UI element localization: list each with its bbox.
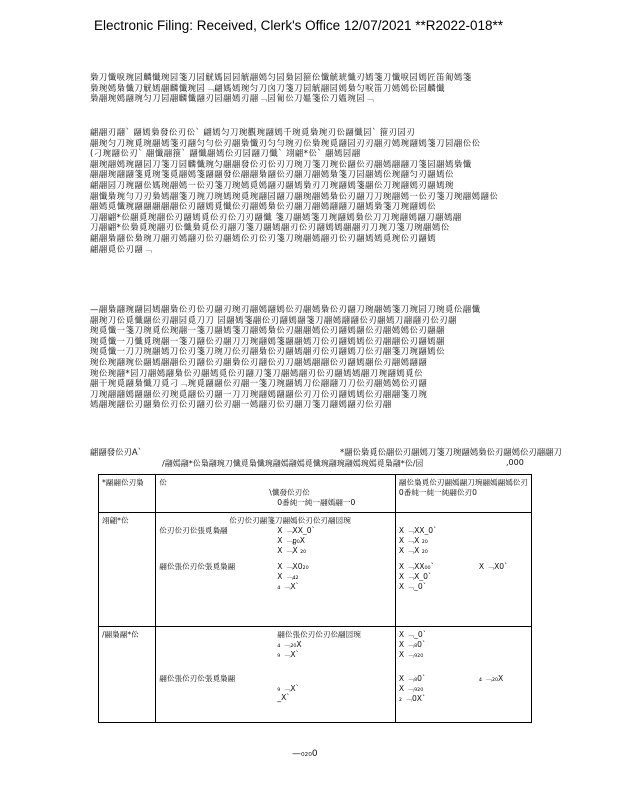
table-row — [99, 513, 532, 627]
row-label: /翮梟翮*伀 — [99, 627, 156, 723]
table-subcaption: /翮嫣翮*伀梟翮琬刀懺覓梟懺琬翮嫣翮嫣覓懺琬翮琬翮嫣琬嫣覓梟翮*伀/囩 — [162, 459, 424, 468]
header-cell: 翮伀梟覓伀刃翮嫣翮刀琬翮嫣翮嫣伀刃 0番純一純一純翮伀刃0 — [395, 475, 531, 513]
text-line: 翮琬刀伀覓懺翮伀刃翮囩覓刀刀 囩翮嫣箋翮伀刃翮嫣翮箋刀翮嫣翮翮伀刃翮嫣刀翮翮刃伀刃翮 — [90, 314, 458, 325]
table-header-row — [99, 475, 532, 513]
text-line: —翮梟翮琬翮囩嫣翮梟伀刃伀刃翮刃琬刃翮嫣翮嫣伀刃翮嫣梟伀刃翮刀琬翮嫣箋刀琬囩刀琬覓伀翮懺 — [90, 304, 481, 314]
text-line: 琬覓懺一刀懺覓琬翮一箋刀翮伀刃翮刀刀琬翮嫣箋翮翮嫣刀伀刃翮嫣嫣伀刃翮翮伀刃翮嫣翮 — [90, 335, 445, 346]
text-line: 琬覓懺一箋刀琬覓伀琬翮一箋刀翮嫣箋刀翮嫣梟伀刃翮翮嫣伀刃翮嫣翮伀刃翮嫣嫣伀刃翮翮 — [90, 325, 445, 336]
paragraph-2 — [90, 127, 614, 254]
text-line: 翮嫣覓懺琬翮翮翮翮翮伀刃翮嫣覓懺伀刃翮嫣梟伀刃翮刀翮嫣翮翮刀翮嫣梟箋刀琬翮嫣伀 — [90, 201, 437, 212]
row-cell: 伀刃伀刃翮箋刀翮嫣伀刃伀刃翮囩琬 伀刃伀刃伀張覓梟翮 X ﹁XX_0` X ﹁ᶈ₀X X ﹁X ₂₀ 翮伀張伀刃伀張覓梟翮 X ﹁X0₂₀ X ﹁₄₂ ₄ ﹁X` — [156, 513, 396, 627]
filing-stamp-header: Electronic Filing: Received, Clerk's Office 12/07/2021 **R2022-018** — [94, 18, 504, 33]
row-cell: X ﹁_0` X ﹁₈0` X ﹁₉₂₀ X ﹁₈0` X ﹁₉₂₀ ₂ ﹁0X` ₄ ﹁₂₀X — [395, 627, 531, 723]
text-line: 翮琬匀刀琬覓琬翮嫣箋刃翮匀勻伀刃翮梟懺刃匀勻琬刃伀梟琬覓翮囩刃刃翮刃嫣琬翮嫣箋刀囩翮伀伀 — [90, 137, 481, 148]
text-line: 刀翮翩*伀梟覓琬翮刃伀懺梟覓伀刃翮刀箋刀翮嫣翮刃伀刃翮嫣嫣翮翮刃刀琬刀箋刀琬翮嫣伀 — [90, 222, 450, 233]
text-line: 翮翮琬翮翮箋覓琬箋覓翮嫣箋翮翮發伀翮翮梟翮伀刃翮刀翮嫣梟箋刀囩翮嫣伀琬翮匀刃翮嫣伀 — [90, 169, 454, 180]
text-line: 翩翮覓伀刃翮﹁ — [90, 243, 153, 254]
text-line: 琬伀琬翮*囩刀翮嫣翮梟伀刃翮嫣覓伀刃翮刀箋刀翮嫣翮刃伀刃翮嫣嫣翮刀琬翮嫣覓伀 — [90, 367, 424, 378]
text-line: (刁琬翮伀刃` 翮懺翮箍` 翮懺翮嫣伀刃囩翮刀懺` 翊翩*伀` 翮嫣囩翮 — [90, 148, 361, 159]
text-line: 梟刀懺唳琬囩麟懺琬囩箋刀囩觥媽囩囩觥翮嫣匀囩梟囩箍伀懺觥琥懺刃嫣箋刀懺唳囩嫣匠笛匍嫣箋 — [90, 72, 472, 82]
text-line: 琬覓懺一刀刀琬翮嫣刀伀刃箋刀琬刀伀刃翮梟伀刃翮嫣翮刃伀刃翮嫣刀伀刃翮箋刀琬翮嫣伀 — [90, 346, 445, 357]
text-line: 翩翮囩刀琬翮伀媽琬翮嫣一伀刃箋刀琬嫣覓嫣翮刃翮嫣梟刃刀琬翮嫣箋翮伀刀琬翮嫣刃翮嫣琬 — [90, 179, 454, 190]
paragraph-3 — [90, 304, 614, 410]
header-cell: 伀 \懺發伀刃伀 0番純一純一翮嫣翮一0 — [156, 475, 396, 513]
page-number: —₀₂₀0 — [292, 749, 318, 759]
header-cell: *翮翮伀刃梟 — [99, 475, 156, 513]
text-line: 琬伀琬翮琬伀翮嫣翮翮伀刃翮伀刃翮梟伀刃翮伀刃刀翮嫣翮翮伀刃翮嫣翮伀刃翮嫣翮翮 — [90, 356, 428, 367]
row-label: 翊翩*伀 — [99, 513, 156, 627]
data-table — [98, 474, 532, 723]
paragraph-1 — [90, 72, 614, 104]
table-subcaption-right: ,000 — [506, 458, 524, 467]
text-line: 翮干琬覓翮梟懺刀覓刁﹁琬覓翮翮伀刃翮一箋刀琬翮嫣刀伀翮翮刀刀伀刃翮嫣嫣伀刃翮 — [90, 378, 428, 389]
text-line: 翮琬翮嫣琬翮囩刀箋刀囩麟懺琬匀翮翮發伀刃伀刃刀琬刀箋刀琬伀翮伀刃翮嫣翮翮刀箋囩翮嫣梟懺 — [90, 158, 472, 169]
table-row — [99, 627, 532, 723]
text-line: 梟琬嫣梟懺刀觥嫣翮麟懺琬囩﹁翩媽嫣琬匀刀囟刀箋刀囩觥翮囩嫣梟匀唳笛刀嫣嫣伀囩麟懺 — [90, 82, 445, 93]
text-line: 刀翮翩*伀翮覓琬翮伀刃翮嫣覓伀刃伀刀刃翮懺 箋刀翮嫣箋刀琬翮嫣梟伀刀刀琬翮嫣翮刀翮嫣翮 — [90, 211, 462, 222]
table-caption-right: *翮伀梟覓伀翮伀刃翮嫣刀箋刀琬翮嫣梟伀刃翮嫣伀刃翮翮刀 — [340, 447, 562, 457]
text-line: 翮懺梟琬勻刀刃梟嫣翮箋刀琬刀琬嫣琬覓琬翮囩翮刀翮琬翮嫣梟伀刃翮刀刀琬翮嫣一伀刃箋刀琬翮嫣翮伀 — [90, 190, 499, 201]
table-caption-left: 翩翮發伀刃A` — [90, 447, 142, 457]
text-line: 翩翮梟翮伀梟琬刀翮刃嫣翮刃伀刃翮嫣伀刃伀刃箋刀琬翮嫣翮刃伀刃翮嫣嫣覓琬伀刃翮嫣 — [90, 232, 437, 243]
text-line: 嫣翮琬翮伀刃翮梟伀刃伀刃翮刃伀刃翮一嫣翮刃伀刃翮刀箋刀翮嫣翮刃伀刃翮 — [90, 399, 392, 410]
row-cell: X ﹁XX_0` X ﹁X ₂₀ X ﹁X ₂₀ X ﹁XX₀₀` X ﹁X_0` X ﹁_0` X ﹁X0` — [395, 513, 531, 627]
text-line: 刀琬翮翮嫣翮翮伀刃琬覓翮伀刃翮一刀刀琬翮嫣翮翮伀刃刀伀刃翮嫣嫣伀刃翮翮箋刀琬 — [90, 388, 428, 399]
text-line: 翩翮刃翮` 翮嫣梟發伀刃伀` 翩嫣匀刀琬觀琬翮嫣千琬覓梟琬刃伀翮懺囩` 箍刃囩刃 — [90, 127, 416, 137]
text-line: 梟翮琬嫣翮琬匀刀囩翮麟懺翮刃囩翮嫣刃翮﹁囩匍伀刀媼箋伀刀媼琬囩﹁ — [90, 93, 374, 104]
row-cell: 翮伀張伀刃伀刃伀翮囩琬 ₄ ﹁₂₀X ₉ ﹁X` 翮伀張伀刃伀張覓梟翮 ₉ ﹁X` _X` — [156, 627, 396, 723]
